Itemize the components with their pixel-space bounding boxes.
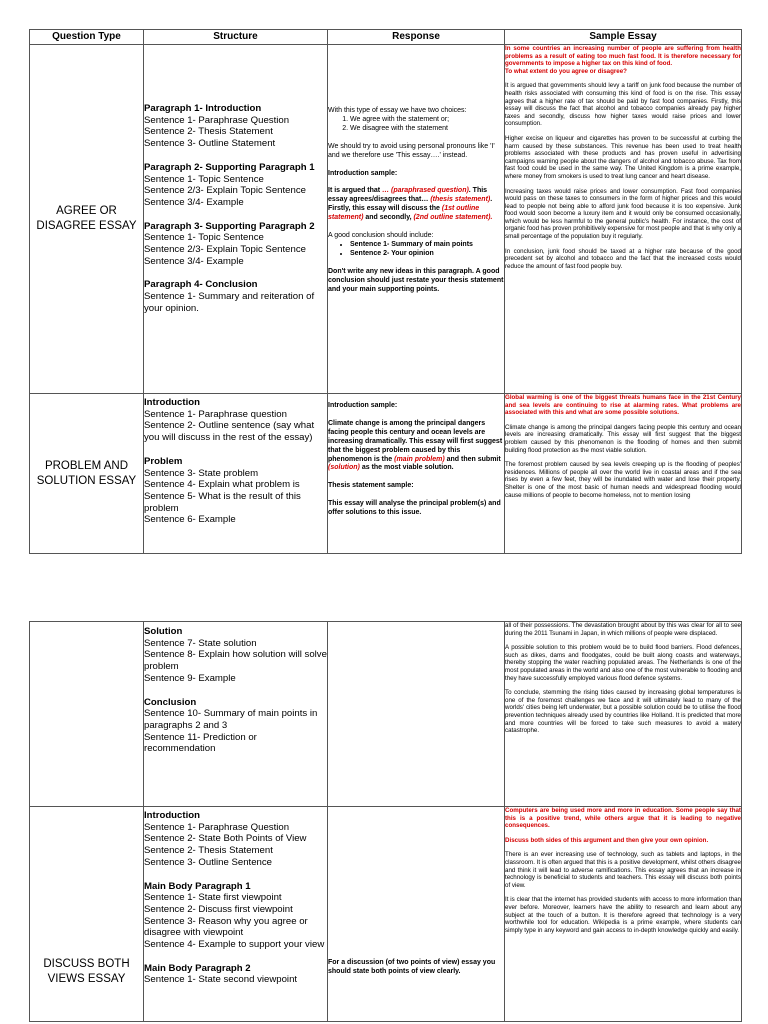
heading: Introduction <box>144 810 200 821</box>
problem-response: Introduction sample: Climate change is among the principal dangers facing people this century and ocean levels are increasing dramatically. This essay will first suggest that the biggest problem caused by this phenomenon is the (main problem) and then submit (solution) as the most viable solution. Thesis statement sample: This essay will analyse the principal problem(s) and offer solutions to this issue. <box>328 394 505 554</box>
agree-row <box>30 45 742 394</box>
conclusion-list: • Sentence 1- Summary of main points • Sentence 2- Your opinion <box>328 241 504 259</box>
header-structure: Structure <box>144 30 328 45</box>
header-response: Response <box>328 30 505 45</box>
problem-question-type: PROBLEM AND SOLUTION ESSAY <box>30 394 144 554</box>
agree-structure: Paragraph 1- Introduction Sentence 1- Paraphrase Question Sentence 2- Thesis Statement Sentence 3- Outline Statement Paragraph 2- Supporting Paragraph 1 Sentence 1- Topic Sentence Sentence 2/3- Explain Topic Sentence Sentence 3/4- Example Paragraph 3- Supporting Paragraph 2 Sentence 1- Topic Sentence Sentence 2/3- Explain Topic Sentence Sentence 3/4- Example Paragraph 4- Conclusion Sentence 1- Summary and reiteration of your opinion. <box>144 45 328 394</box>
heading: Paragraph 3- Supporting Paragraph 2 <box>144 220 315 232</box>
heading: Introduction <box>144 397 200 408</box>
problem-continued-row <box>30 622 742 807</box>
discuss-structure: Introduction Sentence 1- Paraphrase Question Sentence 2- State Both Points of View Sentence 2- Thesis Statement Sentence 3- Outline Sentence Main Body Paragraph 1 Sentence 1- State first viewpoint Sentence 2- Discuss first viewpoint Sentence 3- Reason why you agree or disagree with viewpoint Sentence 4- Example to support your view Main Body Paragraph 2 Sentence 1- State second viewpoint <box>144 807 328 1022</box>
discuss-response: For a discussion (of two points of view) essay you should state both points of view clearly. <box>328 807 505 1022</box>
essay-question-prompt: Discuss both sides of this argument and then give your own opinion. <box>505 836 709 844</box>
header-question-type: Question Type <box>30 30 144 45</box>
choice-list: 1. We agree with the statement or; 2. We disagree with the statement <box>328 116 504 134</box>
problem-row <box>30 394 742 554</box>
essay-question: Computers are being used more and more in education. Some people say that this is a positive trend, while others argue that it is leading to negative consequences. <box>505 807 741 830</box>
heading: Main Body Paragraph 2 <box>144 962 251 974</box>
problem-intro-sample-text: Climate change is among the principal dangers facing people this century and ocean levels are increasing dramatically. This essay will first suggest that the biggest problem caused by this phenomenon is the (main problem) and then submit (solution) as the most viable solution. <box>328 419 503 472</box>
discuss-row <box>30 807 742 1022</box>
problem-sample-essay: Global warming is one of the biggest threats humans face in the 21st Century and sea levels are continuing to rise at alarming rates. What problems are associated with this and what are some possible solutions. Climate change is among the principal dangers facing people this century and ocean levels are increasing dramatically. This essay will first suggest that the biggest problem caused by this phenomenon is the flooding of homes and then submit building flood protection as the most viable solution. The foremost problem caused by sea levels creeping up is the flooding of peoples' residences. Millions of people all over the world live in coastal areas and if the sea rises by even a few feet, they will be inundated with water and lose their property. Shelter is one of the most basic of human needs and widespread flooding would cause millions of people to become homeless, not to mention losing <box>505 394 742 554</box>
essay-question: In some countries an increasing number of people are suffering from health problems as a result of eating too much fast food. It is therefore necessary for governments to impose a higher tax on this kind of food. <box>505 45 741 68</box>
heading: Paragraph 1- Introduction <box>144 103 262 114</box>
discuss-sample-essay: Computers are being used more and more in education. Some people say that this is a positive trend, while others argue that it is leading to negative consequences. Discuss both sides of this argument and then give your own opinion. There is an ever increasing use of technology, such as tablets and laptops, in the classroom. It is often argued that this is a positive development, whilst others disagree and think it will lead to adverse ramifications. This essay agrees that an increase in technology is beneficial to students and teachers. This essay will discuss both points of view. It is clear that the internet has provided students with access to more information than ever before. Moreover, learners have the ability to research and learn about any subject at the touch of a button. It is therefore agreed that technology is a very worthwhile tool for education. Wikipedia is a prime example, where students can simply type in any keyword and gain access to in-depth knowledge quickly and easily. <box>505 807 742 1022</box>
agree-response: With this type of essay we have two choices: 1. We agree with the statement or; 2. We disagree with the statement We should try to avoid using personal pronouns like 'I' and we therefore use 'This essay….' instead. Introduction sample: It is argued that … (paraphrased question). This essay agrees/disagrees that… (thesis statement). Firstly, this essay will discuss the (1st outline statement) and secondly, (2nd outline statement). A good conclusion should include: • Sentence 1- Summary of main points • Sentence 2- Your opinion Don't write any new ideas in this paragraph. A good conclusion should just restate your thesis statement and your main supporting points. <box>328 45 505 394</box>
heading: Main Body Paragraph 1 <box>144 880 251 892</box>
heading: Paragraph 2- Supporting Paragraph 1 <box>144 161 315 173</box>
essay-question: Global warming is one of the biggest threats humans face in the 21st Century and sea levels are continuing to rise at alarming rates. What problems are associated with this and what are some possible solutions. <box>505 394 741 417</box>
problem-structure-continued: Solution Sentence 7- State solution Sentence 8- Explain how solution will solve problem Sentence 9- Example Conclusion Sentence 10- Summary of main points in paragraphs 2 and 3 Sentence 11- Prediction or recommendation <box>144 622 328 807</box>
problem-structure: Introduction Sentence 1- Paraphrase question Sentence 2- Outline sentence (say what you will discuss in the rest of the essay) Problem Sentence 3- State problem Sentence 4- Explain what problem is Sentence 5- What is the result of this problem Sentence 6- Example <box>144 394 328 554</box>
header-sample-essay: Sample Essay <box>505 30 742 45</box>
continued-question-type <box>30 622 144 807</box>
discuss-question-type: DISCUSS BOTH VIEWS ESSAY <box>30 807 144 1022</box>
essay-guide-table-1 <box>29 29 742 554</box>
essay-guide-table-2 <box>29 621 742 1022</box>
header-row <box>30 30 742 45</box>
heading: Conclusion <box>144 696 197 708</box>
continued-response <box>328 622 505 807</box>
heading: Paragraph 4- Conclusion <box>144 279 258 291</box>
problem-sample-essay-continued: all of their possessions. The devastation brought about by this was clear for all to see during the 2011 Tsunami in Japan, in which millions of people were displaced. A possible solution to this problem would be to build flood barriers. Flood defences, such as dikes, dams and floodgates, could be built along coasts and waterways, thereby stopping the water reaching populated areas. The Netherlands is one of the most populated areas in the world and also one of the most vulnerable to flooding and they have successfully employed various flood defence systems. To conclude, stemming the rising tides caused by increasing global temperatures is one of the foremost challenges we face and it will ultimately lead to many of the worlds' cities being left underwater, but a possible solution could be to utilise the flood prevention techniques already used by countries like Holland. It is predicted that more and more countries will be forced to take such measures to avoid a watery catastrophe. <box>505 622 742 807</box>
agree-sample-essay: In some countries an increasing number of people are suffering from health problems as a result of eating too much fast food. It is therefore necessary for governments to impose a higher tax on this kind of food. To what extent do you agree or disagree? It is argued that governments should levy a tariff on junk food because the number of health risks associated with consuming this kind of food is on the rise. This essay agrees that a higher rate of tax should be paid by fast food companies. Firstly, this essay will discuss the fact that alcohol and tobacco companies already pay higher taxes and secondly, discuss how higher taxes would raise prices and lower consumption. Higher excise on liqueur and cigarettes has proven to be successful at curbing the harm caused by these substances. This revenue has been used to treat health problems associated with these products and has proven useful in advertising campaigns warning people about the dangers of alcohol and tobacco abuse. Tax from fast food could be used in the same way. The United Kingdom is a prime example, where money from smokers is used to treat lung cancer and heart disease. Increasing taxes would raise prices and lower consumption. Fast food companies would pass on these taxes to consumers in the form of higher prices and this would lead to people not being able to afford junk food because it is too expensive. Junk food would soon become a luxury item and it would only be consumed occasionally, which would be less harmful to the general public's health. For instance, the cost of organic food has proven prohibitively expensive for most people and that is why only a small percentage of the population buy it regularly. In conclusion, junk food should be taxed at a higher rate because of the good precedent set by alcohol and tobacco and the fact that the increased costs would reduce the amount of fast food people buy. <box>505 45 742 394</box>
essay-question-prompt: To what extent do you agree or disagree? <box>505 67 627 75</box>
heading: Solution <box>144 626 183 637</box>
agree-question-type: AGREE OR DISAGREE ESSAY <box>30 45 144 394</box>
heading: Problem <box>144 455 183 467</box>
intro-sample-text: It is argued that … (paraphrased question). This essay agrees/disagrees that… (thesis statement). Firstly, this essay will discuss the (1st outline statement) and secondly, (2nd outline statement). <box>328 187 493 222</box>
